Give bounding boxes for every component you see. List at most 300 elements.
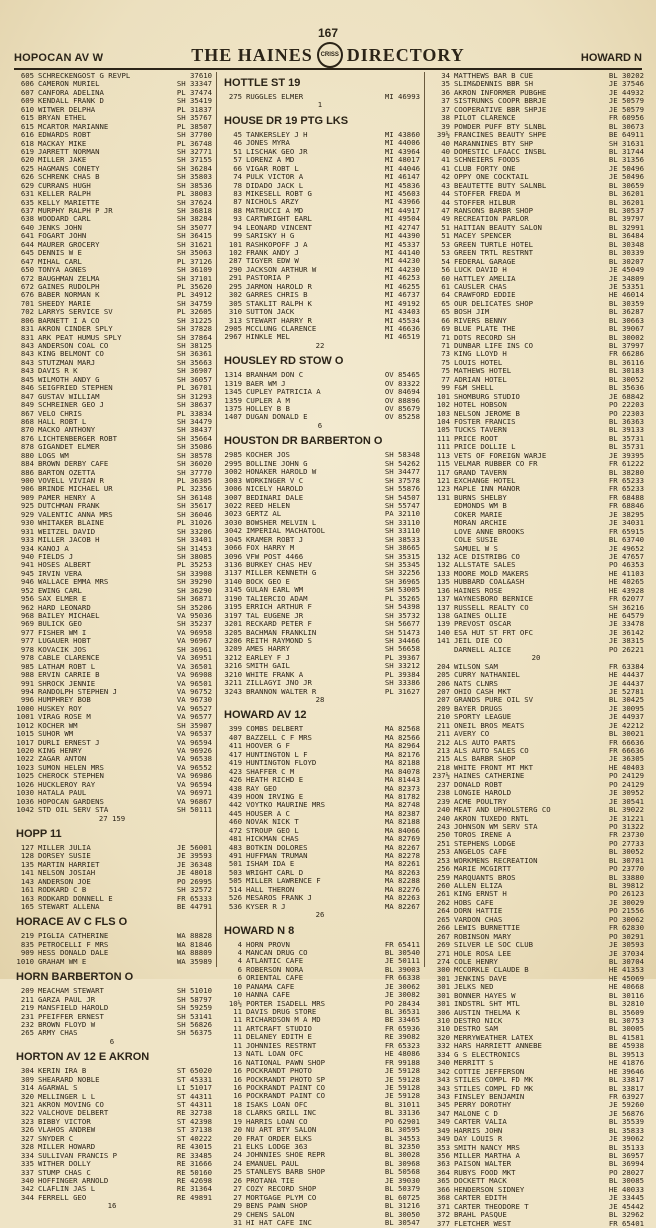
resident-name: DONALD ROBT [454, 779, 503, 789]
listing-row [220, 1219, 420, 1227]
phone-number: PL 39367 [384, 652, 420, 662]
resident-name: OHIO CASH MKT [454, 686, 512, 696]
house-number: 371 [436, 1201, 450, 1211]
phone-number: FR 61222 [608, 459, 644, 469]
phone-number: VA 96752 [176, 686, 212, 696]
resident-name: ARMY CHAS [38, 1028, 78, 1038]
resident-name: JARMON HAROLD R [246, 281, 312, 291]
house-number: 843 [20, 349, 34, 359]
resident-name: PAMER HENRY A [38, 492, 96, 502]
house-number: 328 [20, 1142, 34, 1152]
phone-number: BL 39003 [384, 964, 420, 974]
resident-name: SCHREINER GEO J [38, 400, 104, 410]
resident-name: BRANHAM DON C [246, 370, 304, 380]
house-number: 968 [20, 611, 34, 620]
house-number: 99 [441, 383, 450, 393]
phone-number: SH 33206 [176, 526, 212, 536]
phone-number: BL 33817 [608, 1075, 644, 1085]
phone-number: VA 96958 [176, 627, 212, 637]
house-number: 481 [228, 834, 242, 844]
resident-name: COOPERATIVE BBR SHPJE [454, 104, 547, 114]
phone-number: SH 33401 [176, 535, 212, 545]
phone-number: VA 96538 [176, 754, 212, 764]
resident-name: HARRIS JOHN [454, 1125, 503, 1135]
house-number: 1022 [16, 754, 34, 764]
phone-number: JE 48018 [176, 868, 212, 878]
house-number: 211 [436, 720, 450, 730]
house-number: 320 [436, 1032, 450, 1042]
house-number: 94 [233, 222, 242, 232]
house-number: 71 [441, 341, 450, 350]
house-number: 2905 [224, 323, 242, 333]
resident-name: HUSKEY ROY [38, 703, 82, 713]
house-number: 3243 [224, 686, 242, 696]
house-number: 847 [20, 391, 34, 401]
phone-number: VA 96537 [176, 729, 212, 739]
resident-name: DELANEY EDITH E [246, 1032, 312, 1042]
phone-number: VA 96552 [176, 762, 212, 772]
phone-number: JE 44937 [608, 712, 644, 722]
phone-number: BL 30050 [384, 1209, 420, 1219]
house-number: 606 [20, 79, 34, 89]
house-number: 44 [441, 189, 450, 199]
resident-name: RASHKOPOFF J A [246, 239, 308, 249]
resident-name: ACME POULTRY [454, 796, 507, 806]
phone-number: PA 32110 [384, 509, 420, 519]
resident-name: SAX ELMER E [38, 594, 87, 604]
house-number: 4 [237, 939, 242, 949]
resident-name: GIGANDET ELMER [38, 442, 100, 452]
phone-number: MI 45603 [384, 188, 420, 198]
house-number: 3096 [224, 551, 242, 561]
house-number: 253 [436, 855, 450, 865]
resident-name: ONEIL BROS MEATS [454, 720, 525, 730]
phone-number: VA 96971 [176, 788, 212, 798]
house-number: 343 [436, 1075, 450, 1085]
resident-name: FISHER WM I [38, 627, 87, 637]
resident-name: ROBINSON MARY [454, 931, 512, 941]
house-number: 1020 [16, 746, 34, 755]
listing-row [428, 1220, 644, 1228]
listing-count: 16 [107, 1201, 117, 1211]
phone-number: PO 28434 [384, 998, 420, 1008]
resident-name: MANSFIELD HAROLD [38, 1003, 109, 1013]
resident-name: JOHNSON WM SERV STA [454, 821, 538, 831]
house-number: 364 [436, 1167, 450, 1177]
phone-number: MA 82276 [384, 884, 420, 894]
house-number: 264 [436, 906, 450, 916]
phone-number: SH 55747 [384, 500, 420, 510]
resident-name: WALLACE EMMA MRS [38, 577, 109, 587]
column-3 [428, 71, 644, 1228]
street-heading: HORN BARBERTON O [16, 971, 134, 984]
house-number: 136 [436, 585, 450, 595]
phone-number: BL 32810 [608, 999, 644, 1009]
resident-name: DORSEY SUSIE [38, 851, 91, 861]
phone-number: OV 85679 [384, 404, 420, 413]
listing-count: 20 [531, 653, 541, 663]
phone-number: PL 33834 [176, 408, 212, 418]
house-number: 363 [436, 1159, 450, 1169]
resident-name: SEIGFRIED STEPHEN [38, 383, 113, 393]
phone-number: BL 35636 [608, 383, 644, 393]
house-number: 40 [441, 146, 450, 156]
phone-number: BL 31216 [384, 1201, 420, 1211]
house-number: 16 [233, 1074, 242, 1084]
phone-number: SH 58797 [176, 994, 212, 1004]
resident-name: GUSTAV WILLIAM [38, 391, 100, 401]
phone-number: BE 64911 [608, 130, 644, 140]
phone-number: PO 30291 [608, 931, 644, 941]
house-number: 127 [20, 842, 34, 852]
phone-number: BL 35133 [608, 1142, 644, 1152]
resident-name: HANNA CAFE [246, 990, 290, 1000]
phone-number: MI 46993 [384, 92, 420, 101]
house-number: 526 [228, 893, 242, 903]
house-number: 104 [436, 416, 450, 426]
house-number: 265 [436, 914, 450, 924]
resident-name: VARDON CHAS [454, 914, 503, 924]
house-number: 3140 [224, 576, 242, 586]
resident-name: BURKEY CHAS HEV [246, 560, 312, 569]
house-number: 909 [20, 948, 34, 958]
phone-number: SH 36961 [176, 644, 212, 654]
resident-name: SAMUEL W S [454, 543, 498, 553]
phone-number: PO 26221 [608, 644, 644, 654]
phone-number: ST 44311 [176, 1100, 212, 1109]
house-number: 16 [233, 1066, 242, 1076]
phone-number: PL 32356 [176, 484, 212, 494]
phone-number: HE 64579 [608, 611, 644, 620]
resident-name: MATHEWS HOTEL [454, 366, 512, 376]
house-number: 618 [20, 138, 34, 148]
house-number: 977 [20, 627, 34, 637]
phone-number: FR 65233 [608, 484, 644, 494]
resident-name: HOFFINGER ARNOLD [38, 1175, 109, 1185]
resident-name: BONNER HAYES W [454, 990, 516, 1000]
resident-name: RUBYS FOOD MKT [454, 1167, 516, 1177]
house-number: 672 [20, 281, 34, 291]
resident-name: FERRELL GEO [38, 1192, 87, 1202]
phone-number: MI 46737 [384, 290, 420, 300]
resident-name: CARTER THEODORE T [454, 1201, 529, 1211]
phone-number: BL 30968 [384, 1158, 420, 1168]
resident-name: HOSES ALBERT [38, 560, 91, 570]
resident-name: MORTGAGE PLYM CO [246, 1192, 317, 1202]
phone-number: OV 85258 [384, 412, 420, 422]
phone-number: HE 40668 [608, 982, 644, 992]
house-number: 231 [20, 1011, 34, 1021]
house-number: 342 [436, 1066, 450, 1076]
phone-number: VA 36951 [176, 653, 212, 663]
phone-number: SH 34479 [176, 416, 212, 426]
house-number: 1010 [16, 956, 34, 966]
house-number: 3042 [224, 526, 242, 536]
resident-name: HUNTINGTON L F [246, 749, 308, 759]
phone-number: SH 38578 [176, 450, 212, 460]
resident-name: SNYDER C [38, 1133, 74, 1143]
resident-name: HOPOCAN GARDENS [38, 796, 104, 806]
resident-name: RODKARD DONNELL E [38, 893, 113, 903]
house-number: 111 [436, 433, 450, 443]
house-number: 102 [228, 248, 242, 257]
resident-name: GRAHAM WM E [38, 956, 87, 966]
house-number: 6 [237, 973, 242, 983]
house-number: 909 [20, 492, 34, 502]
house-number: 1359 [224, 395, 242, 405]
resident-name: FLETCHER WEST [454, 1218, 512, 1228]
house-number: 34 [441, 71, 450, 80]
phone-number: JE 59128 [384, 1091, 420, 1101]
resident-name: LISCHAK GEO JR [246, 146, 308, 156]
house-number: 1001 [16, 712, 34, 722]
resident-name: ROBERSON NORA [246, 964, 304, 974]
house-number: 210 [436, 712, 450, 722]
house-number: 3212 [224, 652, 242, 662]
phone-number: SH 33386 [384, 678, 420, 688]
phone-number: BL 30704 [608, 956, 644, 966]
house-number: 65 [441, 307, 450, 317]
phone-number: JE 52781 [608, 686, 644, 696]
phone-number: BL 34553 [384, 1133, 420, 1143]
house-number: 238 [436, 788, 450, 798]
resident-name: KING BELMONT CO [38, 349, 104, 359]
phone-number: PL 36701 [176, 383, 212, 393]
resident-name: PETROCELLI F MRS [38, 939, 109, 949]
house-number: 300 [436, 965, 450, 975]
phone-number: BL 33136 [384, 1108, 420, 1118]
resident-name: HOUSER A C [246, 808, 290, 818]
phone-number: SH 51010 [176, 986, 212, 996]
resident-name: NELSON JEROME B [454, 408, 520, 418]
resident-name: CAUSLER CHAS [454, 281, 507, 291]
house-number: 103 [436, 408, 450, 418]
phone-number: SH 32256 [384, 568, 420, 578]
phone-number: FR 65323 [384, 1040, 420, 1050]
resident-name: WORKMENS RECREATION [454, 855, 538, 865]
resident-name: FEDERAL GARAGE [454, 256, 516, 266]
house-number: 209 [20, 986, 34, 996]
phone-number: BL 39812 [608, 881, 644, 890]
house-number: 843 [20, 366, 34, 376]
resident-name: MIKESELL ROBT G [246, 188, 312, 198]
phone-number: SH 37624 [176, 197, 212, 207]
street-heading: HOUSE DR 19 PTG LKS [224, 114, 349, 127]
phone-number: ST 44311 [176, 1091, 212, 1101]
phone-number: FR 68846 [608, 501, 644, 511]
resident-name: NICHOLS ARZY [246, 197, 299, 207]
phone-number: JE 42212 [608, 720, 644, 730]
resident-name: LONGIE HAROLD [454, 788, 512, 798]
house-number: 143 [20, 876, 34, 886]
resident-name: MESAROS FRANK J [246, 893, 312, 903]
phone-number: MA 82188 [384, 817, 420, 827]
house-number: 47 [441, 206, 450, 215]
listing-count: 22 [315, 340, 325, 350]
house-number: 135 [20, 859, 34, 869]
resident-name: LARRYS SERVICE SV [38, 307, 113, 317]
resident-name: KRAMER ROBT J [246, 534, 304, 544]
phone-number: JE 36305 [608, 754, 644, 764]
resident-name: BULICK GEO [38, 619, 82, 629]
phone-number: MA 82748 [384, 800, 420, 810]
house-number: 941 [20, 560, 34, 570]
house-number: 240 [436, 805, 450, 815]
house-number: 11 [233, 1023, 242, 1033]
phone-number: SH 31225 [176, 315, 212, 325]
house-number: 501 [228, 859, 242, 869]
resident-name: PROTANA TIE [246, 1175, 295, 1185]
phone-number: MI 45836 [384, 180, 420, 190]
resident-name: COKER MARIE [454, 509, 503, 519]
phone-number: SH 33110 [384, 526, 420, 536]
listing-row [12, 958, 212, 966]
house-number: 934 [20, 543, 34, 553]
phone-number: BE 45938 [608, 1041, 644, 1051]
page-number: 167 [317, 26, 339, 40]
phone-number: SH 33908 [176, 568, 212, 578]
house-number: 44 [441, 197, 450, 207]
phone-number: MI 44917 [384, 205, 420, 215]
resident-name: NATS CLNRS [454, 678, 498, 688]
house-number: 843 [20, 341, 34, 350]
resident-name: MANCAN DRUG CO [246, 947, 308, 957]
phone-number: PL 35620 [176, 281, 212, 291]
house-number: 138 [436, 611, 450, 620]
resident-name: PULK VICTOR A [246, 172, 304, 182]
phone-number: SH 50111 [176, 805, 212, 815]
phone-number: SH 33347 [176, 79, 212, 89]
street-heading: HOPP 11 [16, 827, 62, 840]
resident-name: GREEN TRTL RESTRNT [454, 248, 534, 258]
house-number: 1375 [224, 404, 242, 413]
resident-name: BRYAN ETHEL [38, 113, 87, 123]
house-number: 29 [233, 1201, 242, 1211]
phone-number: RE 43015 [176, 1142, 212, 1152]
house-number: 676 [20, 290, 34, 300]
phone-number: SH 34477 [384, 467, 420, 477]
resident-name: COLE SUSIE [454, 535, 498, 545]
resident-name: BAILEY MICHAEL [38, 611, 100, 620]
resident-name: SMITH NANCY MRS [454, 1142, 520, 1152]
column-divider [424, 72, 425, 967]
house-number: 702 [20, 307, 34, 317]
resident-name: SCHRENK CHAS B [38, 172, 100, 182]
house-number: 219 [20, 931, 34, 941]
resident-name: BRINDE MICHAEL UR [38, 484, 113, 494]
resident-name: PRICE ROOT [454, 433, 498, 443]
house-number: 3197 [224, 610, 242, 620]
phone-number: SH 35664 [176, 433, 212, 443]
house-number: 213 [436, 746, 450, 755]
resident-name: CHENS SALON [246, 1209, 295, 1219]
resident-name: FRAT ORDER ELKS [246, 1133, 312, 1143]
house-number: 18 [233, 1099, 242, 1109]
resident-name: DOCKETT MACK [454, 1176, 507, 1186]
resident-name: HAINES ROSE [454, 585, 503, 595]
house-number: 56 [441, 265, 450, 275]
house-number: 11 [233, 1032, 242, 1042]
phone-number: ST 45331 [176, 1074, 212, 1084]
house-number: 985 [20, 661, 34, 671]
house-number [428, 646, 454, 654]
house-number: 3045 [224, 534, 242, 544]
phone-number: MI 43964 [384, 146, 420, 156]
resident-name: BENS PAWN SHOP [246, 1201, 308, 1211]
house-number: 237 [436, 779, 450, 789]
resident-name: BROWN FLOYD W [38, 1019, 96, 1029]
resident-name: ISHAM IDA E [246, 859, 295, 869]
resident-name: GULAN EARL WM [246, 585, 304, 595]
phone-number: SH 35086 [176, 442, 212, 452]
house-number: 20 [233, 1125, 242, 1135]
resident-name: LEONARD VINCENT [246, 222, 312, 232]
phone-number: SH 35732 [384, 610, 420, 620]
phone-number: BE 33465 [384, 1015, 420, 1025]
phone-number: BL 30537 [608, 206, 644, 215]
house-number: 262 [436, 897, 450, 907]
house-number: 626 [20, 172, 34, 182]
house-number: 237½ [432, 771, 450, 781]
house-number: 641 [20, 231, 34, 241]
house-number: 209 [436, 703, 450, 713]
phone-number: BL 31356 [608, 155, 644, 165]
resident-name: MILLER LAWRENCE F [246, 876, 321, 886]
phone-number: MI 44046 [384, 163, 420, 173]
phone-number: JE 50496 [608, 172, 644, 182]
resident-name: HOBS CAFE [454, 897, 494, 907]
resident-name: KYSER R J [246, 901, 286, 911]
resident-name: PASTORIA P [246, 273, 290, 283]
house-number: 310 [228, 307, 242, 317]
house-number: 140 [436, 627, 450, 637]
phone-number: PL 38083 [176, 189, 212, 199]
resident-name: MALONE C D [454, 1108, 498, 1118]
phone-number: MA 82288 [384, 876, 420, 886]
house-number: 40 [441, 138, 450, 148]
phone-number: PL 34912 [176, 290, 212, 300]
phone-number: JE 30095 [608, 703, 644, 713]
resident-name: ALS BARBR SHOP [454, 754, 516, 764]
phone-number: BL 32991 [608, 222, 644, 232]
resident-name: BEAUTETTE BUTY SALNBL [454, 180, 547, 190]
house-number: 1314 [224, 370, 242, 380]
phone-number: BL 30028 [384, 1150, 420, 1160]
phone-number: BL 36957 [608, 1151, 644, 1160]
resident-name: ANDERSON COAL CO [38, 341, 109, 350]
resident-name: BOWSHER MELVIN L [246, 517, 317, 527]
phone-number: BL 37997 [608, 341, 644, 350]
house-number: 78 [233, 180, 242, 190]
phone-number: MA 82267 [384, 901, 420, 911]
phone-number: SH 38533 [384, 534, 420, 544]
resident-name: HINKLE MEL [246, 332, 290, 342]
resident-name: ATLANTIC CAFE [246, 956, 304, 966]
house-number: 101 [436, 391, 450, 401]
phone-number: VA 95036 [176, 611, 212, 620]
house-number: 10 [233, 981, 242, 991]
house-number: 536 [228, 901, 242, 911]
phone-number: SH 36284 [176, 163, 212, 173]
phone-number: SH 39290 [176, 577, 212, 587]
phone-number: HE 45069 [608, 973, 644, 983]
house-number: 18 [233, 1108, 242, 1118]
phone-number: SH 32771 [176, 146, 212, 156]
house-number: 377 [436, 1218, 450, 1228]
resident-name: HAINES CATHERINE [454, 771, 525, 781]
resident-name: SHROCK JENNIE [38, 678, 96, 688]
phone-number: SH 31631 [608, 138, 644, 148]
